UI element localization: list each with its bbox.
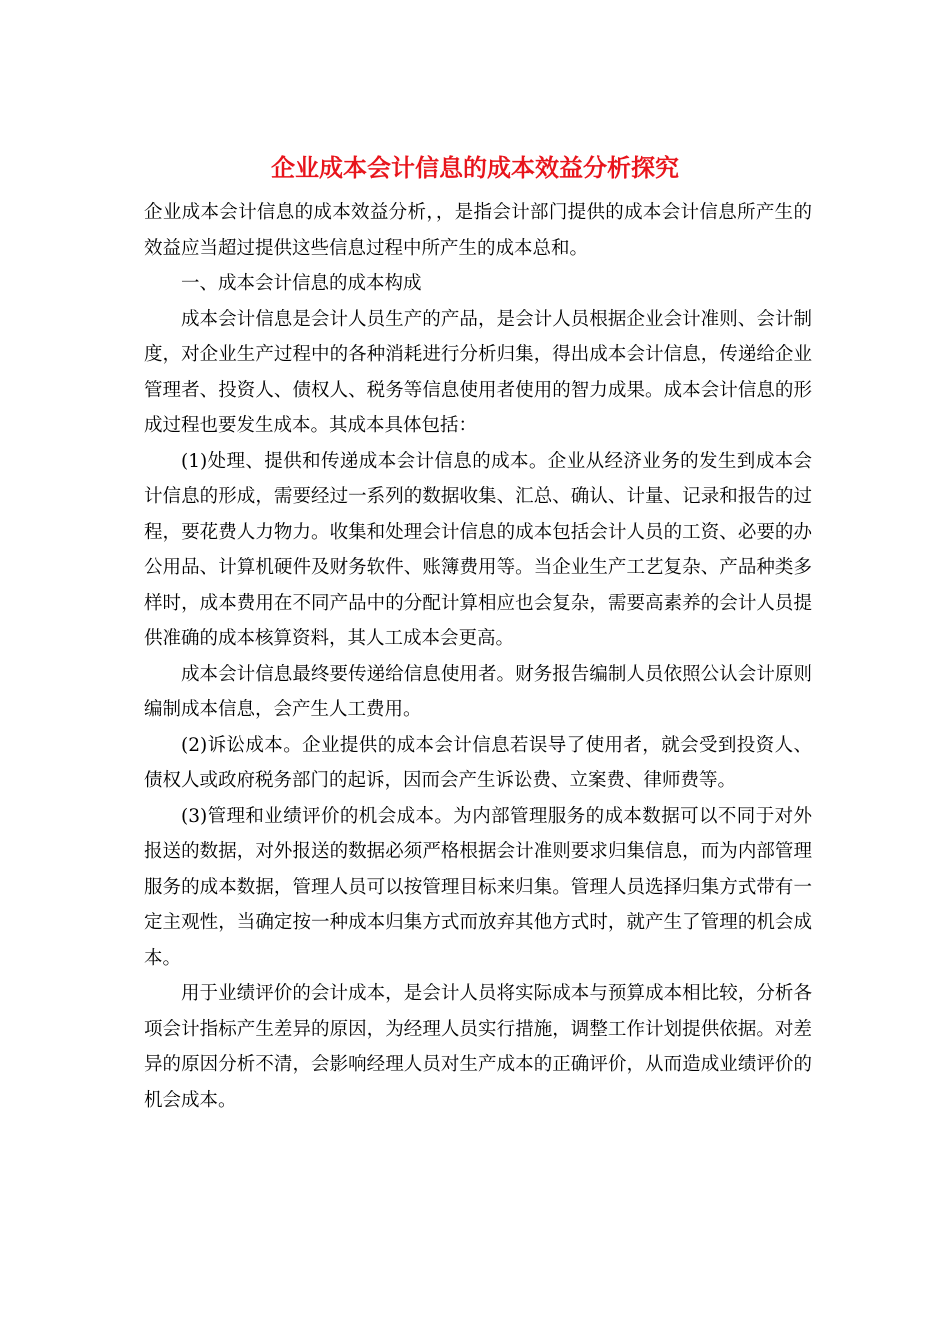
- paragraph-item-2: (2)诉讼成本。企业提供的成本会计信息若误导了使用者，就会受到投资人、债权人或政府税务部门的起诉，因而会产生诉讼费、立案费、律师费等。: [144, 734, 812, 791]
- document-body: [144, 195, 812, 1118]
- paragraph-reporting: 成本会计信息最终要传递给信息使用者。财务报告编制人员依照公认会计原则编制成本信息，会产生人工费用。: [144, 663, 812, 720]
- paragraph-performance: 用于业绩评价的会计成本，是会计人员将实际成本与预算成本相比较，分析各项会计指标产生差异的原因，为经理人员实行措施，调整工作计划提供依据。对差异的原因分析不清，会影响经理人员对生产成本的正确评价，从而造成业绩评价的机会成本。: [144, 983, 812, 1111]
- paragraph-item-3: (3)管理和业绩评价的机会成本。为内部管理服务的成本数据可以不同于对外报送的数据，对外报送的数据必须严格根据会计准则要求归集信息，而为内部管理服务的成本数据，管理人员可以按管理目标来归集。管理人员选择归集方式带有一定主观性，当确定按一种成本归集方式而放弃其他方式时，就产生了管理的机会成本。: [144, 805, 812, 969]
- paragraph-cost-definition: 成本会计信息是会计人员生产的产品，是会计人员根据企业会计准则、会计制度，对企业生产过程中的各种消耗进行分析归集，得出成本会计信息，传递给企业管理者、投资人、债权人、税务等信息使用者使用的智力成果。成本会计信息的形成过程也要发生成本。其成本具体包括：: [144, 308, 812, 436]
- document-title: 企业成本会计信息的成本效益分析探究: [271, 153, 679, 182]
- paragraph-item-1: (1)处理、提供和传递成本会计信息的成本。企业从经济业务的发生到成本会计信息的形成，需要经过一系列的数据收集、汇总、确认、计量、记录和报告的过程，要花费人力物力。收集和处理会计信息的成本包括会计人员的工资、必要的办公用品、计算机硬件及财务软件、账簿费用等。当企业生产工艺复杂、产品种类多样时，成本费用在不同产品中的分配计算相应也会复杂，需要高素养的会计人员提供准确的成本核算资料，其人工成本会更高。: [144, 450, 812, 649]
- intro-paragraph: 企业成本会计信息的成本效益分析，，是指会计部门提供的成本会计信息所产生的效益应当超过提供这些信息过程中所产生的成本总和。: [144, 202, 812, 259]
- section-heading: 一、成本会计信息的成本构成: [181, 273, 422, 294]
